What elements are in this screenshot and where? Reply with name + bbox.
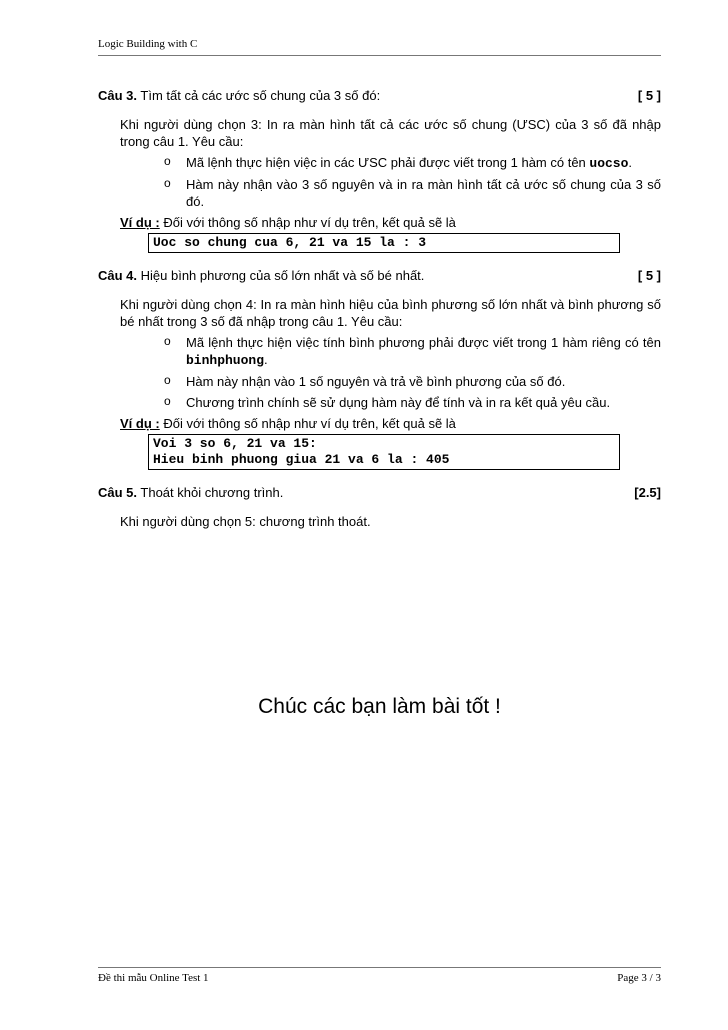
question-4 <box>98 267 661 470</box>
document-body <box>98 87 661 534</box>
example-text: Đối với thông số nhập như ví dụ trên, kết quả sẽ là <box>159 215 456 230</box>
question-4-number: Câu 4. <box>98 268 138 283</box>
function-name-binhphuong: binhphuong <box>186 353 265 368</box>
page-footer <box>98 967 661 984</box>
question-5-number: Câu 5. <box>98 485 138 500</box>
output-line: Voi 3 so 6, 21 va 15: <box>153 436 317 451</box>
list-item: o Mã lệnh thực hiện việc in các ƯSC phải được viết trong 1 hàm có tên uocso. <box>186 154 661 172</box>
question-4-title: Hiệu bình phương của số lớn nhất và số bé nhất. <box>137 268 425 283</box>
list-item: o Mã lệnh thực hiện việc tính bình phương phải được viết trong 1 hàm riêng có tên binhphuong. <box>186 334 661 369</box>
example-label: Ví dụ : <box>120 215 160 230</box>
question-3-points: [ 5 ] <box>637 88 661 103</box>
question-4-example <box>120 415 661 432</box>
function-name-uocso: uocso <box>589 156 629 171</box>
question-4-points: [ 5 ] <box>637 268 661 283</box>
footer-left: Đề thi mẫu Online Test 1 <box>98 972 209 984</box>
example-label: Ví dụ : <box>120 416 160 431</box>
list-item: o Hàm này nhận vào 1 số nguyên và trả về bình phương của số đó. <box>186 373 661 390</box>
question-4-output-box <box>148 434 620 470</box>
closing-message: Chúc các bạn làm bài tốt ! <box>258 695 501 718</box>
question-4-heading <box>98 267 661 284</box>
question-5-heading <box>98 484 661 501</box>
question-3-example <box>120 214 661 231</box>
list-item: o Chương trình chính sẽ sử dụng hàm này để tính và in ra kết quả yêu cầu. <box>186 394 661 411</box>
list-item: o Hàm này nhận vào 3 số nguyên và in ra màn hình tất cả ước số chung của 3 số đó. <box>186 176 661 210</box>
question-3-number: Câu 3. <box>98 88 138 103</box>
example-text: Đối với thông số nhập như ví dụ trên, kết quả sẽ là <box>159 416 456 431</box>
question-3-requirements <box>186 154 661 210</box>
page-number: Page 3 / 3 <box>617 972 661 984</box>
question-5 <box>98 484 661 530</box>
question-3-heading <box>98 87 661 104</box>
question-3-intro: Khi người dùng chọn 3: In ra màn hình tất cả các ước số chung (ƯSC) của 3 số đã nhập trong câu 1. Yêu cầu: <box>120 117 661 149</box>
question-3-output-box <box>148 233 620 253</box>
question-4-requirements <box>186 334 661 411</box>
question-5-points: [2.5] <box>634 485 661 500</box>
question-3 <box>98 87 661 253</box>
question-4-intro: Khi người dùng chọn 4: In ra màn hình hiệu của bình phương số lớn nhất và bình phương số bé nhất trong 3 số đã nhập trong câu 1. Yêu cầu: <box>120 297 661 329</box>
header-title: Logic Building with C <box>98 38 198 50</box>
question-5-intro: Khi người dùng chọn 5: chương trình thoát. <box>120 514 371 529</box>
output-line: Uoc so chung cua 6, 21 va 15 la : 3 <box>153 235 427 250</box>
question-3-title: Tìm tất cả các ước số chung của 3 số đó: <box>137 88 381 103</box>
page-header <box>98 38 661 56</box>
question-5-title: Thoát khỏi chương trình. <box>137 485 284 500</box>
output-line: Hieu binh phuong giua 21 va 6 la : 405 <box>153 452 450 467</box>
